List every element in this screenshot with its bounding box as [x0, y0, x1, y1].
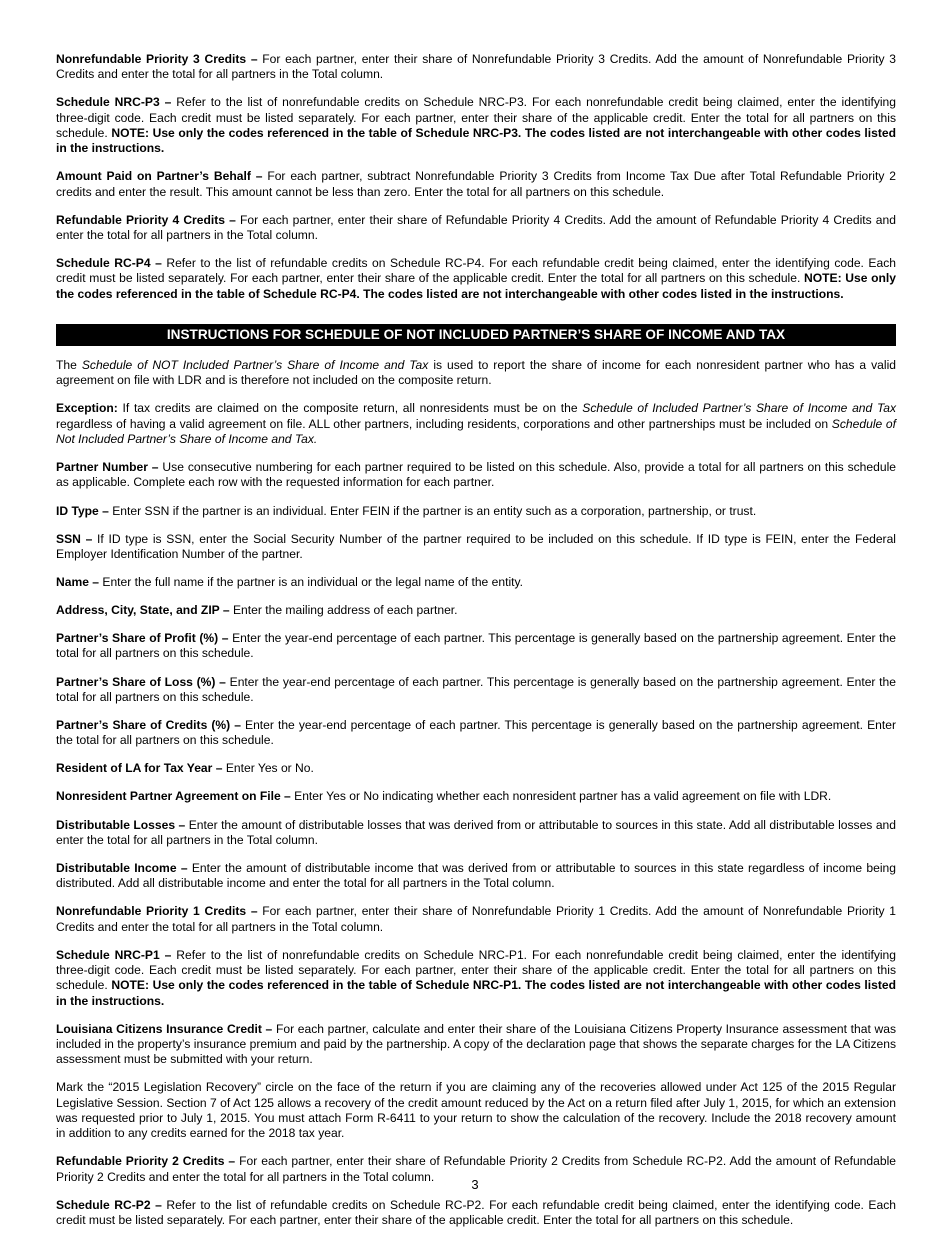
paragraph: Amount Paid on Partner’s Behalf – For each partner, subtract Nonrefundable Priority 3 Credits from Income Tax Due after Total Refundable Priority 2 credits and enter the result. This amount cannot be less than zero. Enter the total for all partners on this schedule.: [56, 169, 896, 199]
paragraph: Resident of LA for Tax Year – Enter Yes or No.: [56, 761, 314, 776]
not-included-schedule-section: [56, 358, 896, 1228]
paragraph: Partner’s Share of Credits (%) – Enter the year-end percentage of each partner. This percentage is generally based on the partnership agreement. Enter the total for all partners on this schedule.: [56, 717, 896, 748]
term: Nonresident Partner Agreement on File –: [56, 789, 291, 804]
paragraph: ID Type – Enter SSN if the partner is an individual. Enter FEIN if the partner is an entity such as a corporation, partnership, or trust.: [56, 503, 757, 518]
paragraph: Address, City, State, and ZIP – Enter the mailing address of each partner.: [56, 603, 458, 618]
paragraph: Name – Enter the full name if the partner is an individual or the legal name of the entity.: [56, 575, 524, 589]
term: Refundable Priority 2 Credits –: [56, 1154, 236, 1169]
term: Louisiana Citizens Insurance Credit –: [56, 1021, 273, 1036]
term: Amount Paid on Partner’s Behalf –: [56, 169, 263, 184]
term: Schedule NRC-P1 –: [56, 947, 172, 962]
intro-paragraph: The Schedule of NOT Included Partner’s Share of Income and Tax is used to report the share of income for each nonresident partner who has a valid agreement on file with LDR and is therefore not included on the composite return.: [56, 358, 896, 388]
paragraph: Partner’s Share of Profit (%) – Enter the year-end percentage of each partner. This percentage is generally based on the partnership agreement. Enter the total for all partners on this schedule.: [56, 631, 896, 661]
paragraph: SSN – If ID type is SSN, enter the Social Security Number of the partner required to be included on this schedule. If ID type is FEIN, enter the Federal Employer Identification Number of the partner.: [56, 531, 896, 561]
term: SSN –: [56, 531, 93, 546]
paragraph: Refundable Priority 4 Credits – For each partner, enter their share of Refundable Priority 4 Credits. Add the amount of Refundable Priority 4 Credits and enter the total for all partners in the Total column.: [56, 212, 896, 243]
note: NOTE: Use only the codes referenced in the table of Schedule RC-P4. The codes listed are not interchangeable with other codes listed in the instructions.: [56, 271, 897, 301]
paragraph: Nonresident Partner Agreement on File – Enter Yes or No indicating whether each nonresident partner has a valid agreement on file with LDR.: [56, 789, 832, 804]
term: Distributable Losses –: [56, 817, 186, 832]
paragraph: Nonrefundable Priority 1 Credits – For each partner, enter their share of Nonrefundable Priority 1 Credits. Add the amount of Nonrefundable Priority 1 Credits and enter the total for all partners in the Total column.: [56, 904, 896, 934]
term: Partner’s Share of Loss (%) –: [56, 674, 226, 689]
term: Exception:: [56, 401, 118, 416]
paragraph: Partner’s Share of Loss (%) – Enter the year-end percentage of each partner. This percentage is generally based on the partnership agreement. Enter the total for all partners on this schedule.: [56, 674, 896, 704]
term: Partner Number –: [56, 460, 159, 475]
term: Distributable Income –: [56, 860, 188, 875]
term: Schedule RC-P2 –: [56, 1197, 162, 1212]
term: Nonrefundable Priority 1 Credits –: [56, 904, 258, 919]
term: Partner’s Share of Profit (%) –: [56, 631, 229, 646]
section-heading-banner: INSTRUCTIONS FOR SCHEDULE OF NOT INCLUDED PARTNER’S SHARE OF INCOME AND TAX: [56, 324, 896, 346]
note: NOTE: Use only the codes referenced in the table of Schedule NRC-P1. The codes listed are not interchangeable with other codes listed in the instructions.: [56, 978, 896, 1008]
exception-paragraph: Exception: If tax credits are claimed on the composite return, all nonresidents must be on the Schedule of Included Partner’s Share of Income and Tax regardless of having a valid agreement on file. ALL other partners, including residents, corporations and other partnerships must be included on Schedule of Not Included Partner’s Share of Income and Tax.: [56, 401, 896, 447]
note: NOTE: Use only the codes referenced in the table of Schedule NRC-P3. The codes listed are not interchangeable with other codes listed in the instructions.: [56, 125, 896, 156]
paragraph: Schedule RC-P2 – Refer to the list of refundable credits on Schedule RC-P2. For each refundable credit being claimed, enter the identifying code. Each credit must be listed separately. For each partner, enter their share of the applicable credit. Enter the total for all partners on this schedule.: [56, 1197, 896, 1228]
paragraph: Schedule RC-P4 – Refer to the list of refundable credits on Schedule RC-P4. For each refundable credit being claimed, enter the identifying code. Each credit must be listed separately. For each partner, enter their share of the applicable credit. Enter the total for all partners on this schedule. NOTE: Use only the codes referenced in the table of Schedule RC-P4. The codes listed are not interchangeable with other codes listed in the instructions.: [56, 256, 897, 301]
term: Refundable Priority 4 Credits –: [56, 212, 236, 227]
paragraph: Schedule NRC-P1 – Refer to the list of nonrefundable credits on Schedule NRC-P1. For each nonrefundable credit being claimed, enter the identifying three-digit code. Each credit must be listed separately. For each partner, enter their share of the applicable credit. Enter the total for all partners on this schedule. NOTE: Use only the codes referenced in the table of Schedule NRC-P1. The codes listed are not interchangeable with other codes listed in the instructions.: [56, 947, 897, 1008]
term: Schedule NRC-P3 –: [56, 95, 172, 110]
priority-credits-section: [56, 52, 896, 302]
term: Resident of LA for Tax Year –: [56, 761, 223, 776]
page-number: 3: [471, 1177, 479, 1192]
paragraph: Louisiana Citizens Insurance Credit – For each partner, calculate and enter their share of the Louisiana Citizens Property Insurance assessment that was included in the property’s insurance premium and paid by the partnership. A copy of the declaration page that shows the separate charges for the LA Citizens assessment must be submitted with your return.: [56, 1021, 896, 1067]
term: ID Type –: [56, 503, 109, 518]
term: Schedule RC-P4 –: [56, 256, 162, 271]
paragraph: Refundable Priority 2 Credits – For each partner, enter their share of Refundable Priority 2 Credits from Schedule RC-P2. Add the amount of Refundable Priority 2 Credits and enter the total for all partners in the Total column.: [56, 1154, 897, 1184]
legislation-recovery-paragraph: Mark the “2015 Legislation Recovery” circle on the face of the return if you are claiming any of the recoveries allowed under Act 125 of the 2015 Regular Legislative Session. Section 7 of Act 125 allows a recovery of the credit amount reduced by the Act on a return filed after July 1, 2015, for which an extension was requested prior to July 1, 2015. You must attach Form R-6411 to your return to show the calculation of the recovery. Include the 2018 recovery amount in addition to any credits earned for the 2018 tax year.: [56, 1080, 896, 1141]
paragraph: Nonrefundable Priority 3 Credits – For each partner, enter their share of Nonrefundable Priority 3 Credits. Add the amount of Nonrefundable Priority 3 Credits and enter the total for all partners in the Total column.: [56, 52, 896, 82]
term: Partner’s Share of Credits (%) –: [56, 717, 241, 732]
term: Nonrefundable Priority 3 Credits –: [56, 52, 258, 66]
paragraph: Distributable Income – Enter the amount of distributable income that was derived from or attributable to sources in this state regardless of income being distributed. Add all distributable income and enter the total for all partners in the Total column.: [56, 860, 897, 891]
term: Address, City, State, and ZIP –: [56, 603, 230, 618]
paragraph: Schedule NRC-P3 – Refer to the list of nonrefundable credits on Schedule NRC-P3. For each nonrefundable credit being claimed, enter the identifying three-digit code. Each credit must be listed separately. For each partner, enter their share of the applicable credit. Enter the total for all partners on this schedule. NOTE: Use only the codes referenced in the table of Schedule NRC-P3. The codes listed are not interchangeable with other codes listed in the instructions.: [56, 95, 897, 156]
paragraph: Distributable Losses – Enter the amount of distributable losses that was derived from or attributable to sources in this state. Add all distributable losses and enter the total for all partners in the Total column.: [56, 817, 896, 847]
paragraph: Partner Number – Use consecutive numbering for each partner required to be listed on this schedule. Also, provide a total for all partners on this schedule as applicable. Complete each row with the requested information for each partner.: [56, 460, 896, 490]
instructions-page: [56, 52, 896, 1241]
term: Name –: [56, 575, 100, 589]
